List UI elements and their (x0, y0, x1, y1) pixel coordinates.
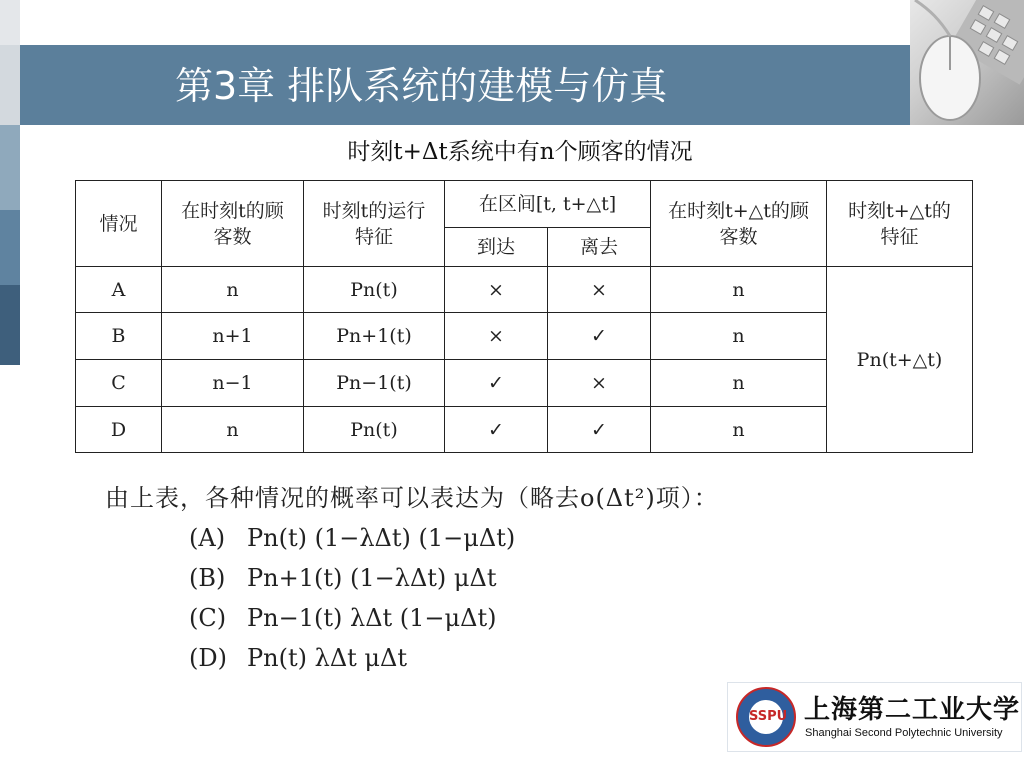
row-depart: × (548, 267, 651, 313)
university-logo (727, 682, 1022, 752)
row-case: B (76, 313, 162, 360)
formula-expression: Pn(t) λΔt μΔt (247, 644, 407, 672)
table-caption: 时刻t+Δt系统中有n个顾客的情况 (347, 139, 693, 165)
queue-state-table (75, 180, 973, 453)
row-arrive: × (445, 267, 548, 313)
row-next-count: n (651, 313, 827, 360)
row-state: Pn(t) (304, 407, 445, 453)
formula-expression: Pn+1(t) (1−λΔt) μΔt (247, 564, 497, 592)
header-feature-at-t-dt: 时刻t+△t的特征 (827, 181, 973, 267)
row-case: D (76, 407, 162, 453)
strip-segment (0, 210, 20, 285)
row-count: n−1 (162, 360, 304, 407)
formula-item (105, 638, 925, 678)
left-decor-strip (0, 0, 20, 768)
row-state: Pn(t) (304, 267, 445, 313)
header-case: 情况 (76, 181, 162, 267)
strip-segment (0, 125, 20, 210)
row-next-count: n (651, 267, 827, 313)
header-customers-at-t-dt: 在时刻t+△t的顾客数 (651, 181, 827, 267)
formula-expression: Pn−1(t) λΔt (1−μΔt) (247, 604, 497, 632)
table-row (76, 267, 973, 313)
row-case: C (76, 360, 162, 407)
formula-item (105, 558, 925, 598)
row-count: n (162, 267, 304, 313)
strip-segment (0, 45, 20, 125)
row-arrive: ✓ (445, 407, 548, 453)
row-arrive: ✓ (445, 360, 548, 407)
row-count: n+1 (162, 313, 304, 360)
university-name-en: Shanghai Second Polytechnic University (805, 727, 1003, 739)
formula-label: (A) (189, 524, 226, 552)
header-depart: 离去 (548, 228, 651, 267)
row-depart: × (548, 360, 651, 407)
table-header-row (76, 181, 973, 228)
formula-item (105, 598, 925, 638)
formula-label: (B) (189, 564, 226, 592)
slide-title: 第3章 排队系统的建模与仿真 (175, 64, 668, 108)
formula-expression: Pn(t) (1−λΔt) (1−μΔt) (247, 524, 516, 552)
row-arrive: × (445, 313, 548, 360)
formula-label: (C) (189, 604, 227, 632)
formula-item (105, 518, 925, 558)
university-name-cn: 上海第二工业大学 (804, 695, 1021, 725)
formula-label: (D) (189, 644, 227, 672)
header-arrive: 到达 (445, 228, 548, 267)
keyboard-mouse-image (910, 0, 1024, 125)
emblem-text: SSPU (749, 700, 783, 734)
row-next-count: n (651, 407, 827, 453)
header-customers-at-t: 在时刻t的顾客数 (162, 181, 304, 267)
probability-formulas (105, 478, 925, 678)
header-interval: 在区间[t, t+△t] (445, 181, 651, 228)
row-depart: ✓ (548, 313, 651, 360)
row-state: Pn+1(t) (304, 313, 445, 360)
row-next-count: n (651, 360, 827, 407)
header-state-at-t: 时刻t的运行特征 (304, 181, 445, 267)
row-case: A (76, 267, 162, 313)
strip-segment (0, 0, 20, 45)
row-depart: ✓ (548, 407, 651, 453)
keyboard-mouse-illustration (910, 0, 1024, 125)
row-count: n (162, 407, 304, 453)
row-state: Pn−1(t) (304, 360, 445, 407)
formulas-intro: 由上表，各种情况的概率可以表达为（略去o(Δt²)项）： (105, 484, 719, 512)
merged-feature-cell: Pn(t+△t) (827, 267, 973, 453)
strip-segment (0, 285, 20, 365)
university-emblem-icon (736, 687, 796, 747)
